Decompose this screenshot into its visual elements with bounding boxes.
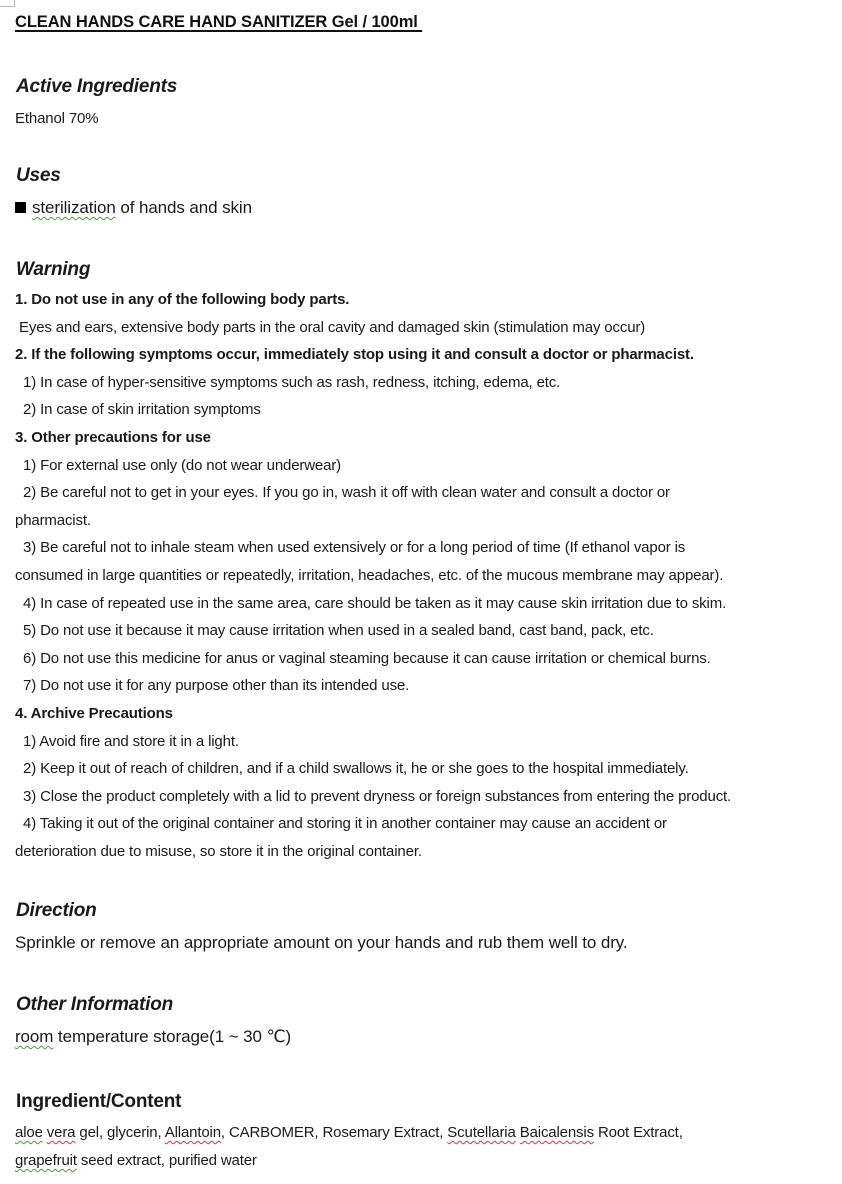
spellcheck-word[interactable]: vera [46, 1124, 76, 1141]
warning-line: consumed in large quantities or repeatedly, irritation, headaches, etc. of the mucous membrane may appear). [15, 567, 724, 584]
warning-line: 3) Be careful not to inhale steam when used extensively or for a long period of time (If ethanol vapor is [15, 539, 686, 557]
spellcheck-word[interactable]: room [15, 1027, 54, 1046]
warning-line: 5) Do not use it because it may cause irritation when used in a sealed band, cast band, pack, etc. [15, 622, 654, 640]
heading-direction: Direction [16, 900, 97, 921]
ingredients-text: , CARBOMER, Rosemary Extract, [220, 1124, 448, 1141]
other-information-text [15, 1027, 291, 1047]
warning-line: Eyes and ears, extensive body parts in the oral cavity and damaged skin (stimulation may occur) [15, 318, 646, 336]
spellcheck-word[interactable]: Baicalensis [519, 1124, 594, 1141]
uses-item [15, 198, 252, 218]
warning-line: 7) Do not use it for any purpose other than its intended use. [15, 677, 410, 695]
spellcheck-word[interactable]: grapefruit [15, 1152, 77, 1169]
spellcheck-word[interactable]: aloe [15, 1124, 43, 1141]
document-title: CLEAN HANDS CARE HAND SANITIZER Gel / 100ml [15, 13, 423, 31]
spellcheck-word[interactable]: Allantoin [164, 1124, 221, 1141]
active-ingredient-value: Ethanol 70% [15, 110, 99, 127]
direction-text: Sprinkle or remove an appropriate amount on your hands and rub them well to dry. [15, 933, 628, 952]
page-corner-mark [0, 0, 15, 7]
spellcheck-word[interactable]: sterilization [32, 198, 116, 217]
warning-line: 3) Close the product completely with a lid to prevent dryness or foreign substances from entering the product. [15, 787, 732, 805]
warning-line: deterioration due to misuse, so store it in the original container. [15, 843, 422, 860]
warning-line: pharmacist. [15, 511, 91, 529]
warning-line: 1) Avoid fire and store it in a light. [15, 732, 239, 750]
warning-line: 2) In case of skin irritation symptoms [15, 401, 261, 419]
heading-active-ingredients: Active Ingredients [16, 76, 178, 97]
warning-line: 6) Do not use this medicine for anus or vaginal steaming because it can cause irritation or chemical burns. [15, 649, 711, 667]
warning-subheading: 4. Archive Precautions [15, 705, 173, 722]
ingredients-line-1 [15, 1124, 683, 1141]
ingredients-text: Root Extract, [593, 1124, 683, 1141]
warning-line: 2) Keep it out of reach of children, and if a child swallows it, he or she goes to the hospital immediately. [15, 760, 689, 778]
heading-ingredient-content: Ingredient/Content [16, 1091, 182, 1112]
warning-line: 4) Taking it out of the original container and storing it in another container may cause an accident or [15, 815, 667, 833]
ingredients-text: gel, glycerin, [75, 1124, 165, 1141]
ingredients-line-2 [15, 1152, 257, 1169]
uses-item-text: of hands and skin [115, 198, 252, 217]
spellcheck-word[interactable]: Scutellaria [447, 1124, 516, 1141]
heading-uses: Uses [16, 165, 61, 186]
warning-line: 4) In case of repeated use in the same area, care should be taken as it may cause skin irritation due to skim. [15, 594, 727, 612]
storage-text: temperature storage(1 ~ 30 ℃) [53, 1027, 292, 1046]
ingredients-text: seed extract, purified water [76, 1152, 257, 1169]
warning-subheading: 2. If the following symptoms occur, immediately stop using it and consult a doctor or pharmacist. [15, 346, 694, 364]
warning-line: 1) For external use only (do not wear underwear) [15, 456, 341, 474]
heading-other-information: Other Information [16, 994, 174, 1015]
warning-line: 2) Be careful not to get in your eyes. If you go in, wash it off with clean water and consult a doctor or [15, 484, 670, 502]
warning-subheading: 1. Do not use in any of the following body parts. [15, 291, 350, 308]
warning-line: 1) In case of hyper-sensitive symptoms such as rash, redness, itching, edema, etc. [15, 373, 561, 391]
heading-warning: Warning [16, 259, 91, 280]
square-bullet-icon [15, 202, 26, 213]
warning-subheading: 3. Other precautions for use [15, 429, 211, 446]
